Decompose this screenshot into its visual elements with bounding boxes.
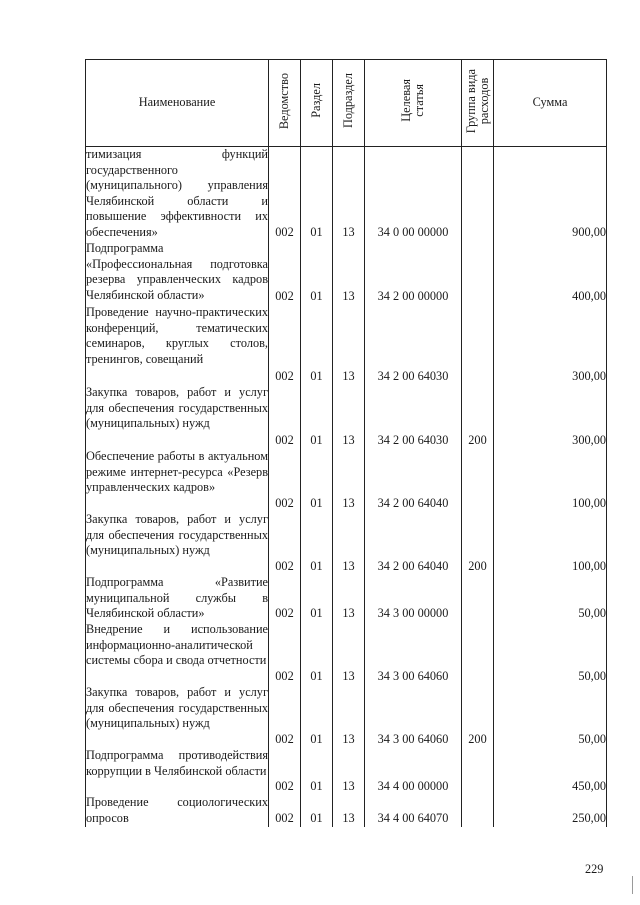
scan-margin-mark xyxy=(632,876,633,894)
row-subsection: 13 xyxy=(333,241,365,305)
table-row xyxy=(86,575,607,622)
row-name: Подпрограмма противодействия коррупции в Челябинской области xyxy=(86,748,269,795)
budget-table xyxy=(85,59,607,827)
row-amount: 450,00 xyxy=(494,748,607,795)
row-target-article: 34 3 00 64060 xyxy=(365,622,462,685)
row-department: 002 xyxy=(269,622,301,685)
table-row xyxy=(86,449,607,512)
row-name: Подпрограмма «Профессиональная подготовка резерва управленческих кадров Челябинской области» xyxy=(86,241,269,305)
row-section: 01 xyxy=(301,305,333,385)
row-amount: 400,00 xyxy=(494,241,607,305)
row-expense-group xyxy=(462,241,494,305)
page-number: 229 xyxy=(585,862,604,876)
row-subsection: 13 xyxy=(333,795,365,827)
row-name: Внедрение и использование информационно-аналитической системы сбора и свода отчетности xyxy=(86,622,269,685)
row-target-article: 34 2 00 64040 xyxy=(365,512,462,575)
row-subsection: 13 xyxy=(333,385,365,449)
row-expense-group xyxy=(462,449,494,512)
table-row xyxy=(86,685,607,748)
table-row xyxy=(86,385,607,449)
row-amount: 300,00 xyxy=(494,385,607,449)
row-target-article: 34 0 00 00000 xyxy=(365,147,462,242)
row-amount: 50,00 xyxy=(494,622,607,685)
row-subsection: 13 xyxy=(333,305,365,385)
table-row xyxy=(86,512,607,575)
row-section: 01 xyxy=(301,449,333,512)
header-amount: Сумма xyxy=(494,60,607,147)
row-target-article: 34 2 00 64040 xyxy=(365,449,462,512)
row-department: 002 xyxy=(269,241,301,305)
row-name: Обеспечение работы в актуальном режиме интернет-ресурса «Резерв управленческих кадров» xyxy=(86,449,269,512)
table-row xyxy=(86,622,607,685)
row-department: 002 xyxy=(269,748,301,795)
row-expense-group xyxy=(462,748,494,795)
row-amount: 100,00 xyxy=(494,449,607,512)
row-department: 002 xyxy=(269,385,301,449)
row-target-article: 34 2 00 64030 xyxy=(365,305,462,385)
table-row xyxy=(86,748,607,795)
header-subsection: Подраздел xyxy=(333,60,365,147)
row-section: 01 xyxy=(301,575,333,622)
row-amount: 900,00 xyxy=(494,147,607,242)
row-name: Закупка товаров, работ и услуг для обеспечения государственных (муниципальных) нужд xyxy=(86,512,269,575)
header-expense-group: Группа вида расходов xyxy=(462,60,494,147)
row-expense-group: 200 xyxy=(462,685,494,748)
header-section: Раздел xyxy=(301,60,333,147)
row-expense-group xyxy=(462,795,494,827)
row-subsection: 13 xyxy=(333,512,365,575)
row-section: 01 xyxy=(301,622,333,685)
row-section: 01 xyxy=(301,147,333,242)
row-subsection: 13 xyxy=(333,449,365,512)
row-name: тимизация функций государственного (муниципального) управления Челябинской области и повышение эффективности их обеспечения» xyxy=(86,147,269,242)
row-name: Закупка товаров, работ и услуг для обеспечения государственных (муниципальных) нужд xyxy=(86,685,269,748)
row-section: 01 xyxy=(301,748,333,795)
row-target-article: 34 4 00 64070 xyxy=(365,795,462,827)
row-name: Проведение социологических опросов xyxy=(86,795,269,827)
row-section: 01 xyxy=(301,385,333,449)
row-department: 002 xyxy=(269,795,301,827)
table-row xyxy=(86,147,607,242)
row-name: Подпрограмма «Развитие муниципальной службы в Челябинской области» xyxy=(86,575,268,621)
table-row xyxy=(86,305,607,385)
row-name: Проведение научно-практических конференций, тематических семинаров, круглых столов, тренингов, совещаний xyxy=(86,305,269,385)
row-name: Закупка товаров, работ и услуг для обеспечения государственных (муниципальных) нужд xyxy=(86,385,269,449)
row-target-article: 34 3 00 00000 xyxy=(365,575,462,622)
row-subsection: 13 xyxy=(333,748,365,795)
row-target-article: 34 2 00 64030 xyxy=(365,385,462,449)
row-expense-group: 200 xyxy=(462,512,494,575)
row-section: 01 xyxy=(301,795,333,827)
row-expense-group: 200 xyxy=(462,385,494,449)
row-amount: 100,00 xyxy=(494,512,607,575)
row-expense-group xyxy=(462,305,494,385)
row-subsection: 13 xyxy=(333,147,365,242)
row-amount: 50,00 xyxy=(494,575,607,622)
table-row xyxy=(86,795,607,827)
row-amount: 50,00 xyxy=(494,685,607,748)
row-target-article: 34 3 00 64060 xyxy=(365,685,462,748)
table-row xyxy=(86,241,607,305)
row-department: 002 xyxy=(269,147,301,242)
row-amount: 300,00 xyxy=(494,305,607,385)
row-department: 002 xyxy=(269,512,301,575)
row-subsection: 13 xyxy=(333,685,365,748)
row-target-article: 34 2 00 00000 xyxy=(365,241,462,305)
row-expense-group xyxy=(462,147,494,242)
header-target-article: Целевая статья xyxy=(365,60,462,147)
row-expense-group xyxy=(462,575,494,622)
row-department: 002 xyxy=(269,685,301,748)
row-section: 01 xyxy=(301,685,333,748)
header-department: Ведомство xyxy=(269,60,301,147)
row-target-article: 34 4 00 00000 xyxy=(365,748,462,795)
row-section: 01 xyxy=(301,241,333,305)
row-department: 002 xyxy=(269,575,301,622)
row-amount: 250,00 xyxy=(494,795,607,827)
row-department: 002 xyxy=(269,305,301,385)
row-subsection: 13 xyxy=(333,622,365,685)
row-section: 01 xyxy=(301,512,333,575)
table-header-row xyxy=(86,60,607,147)
row-subsection: 13 xyxy=(333,575,365,622)
header-name: Наименование xyxy=(86,60,269,147)
row-department: 002 xyxy=(269,449,301,512)
row-expense-group xyxy=(462,622,494,685)
